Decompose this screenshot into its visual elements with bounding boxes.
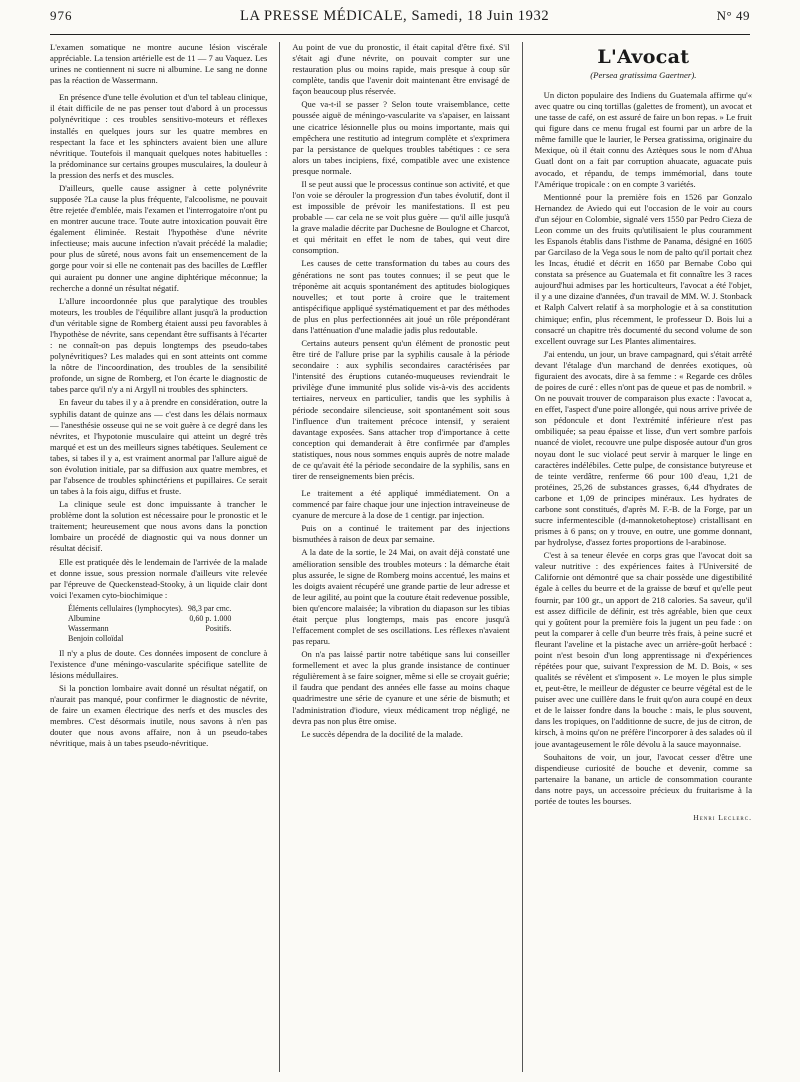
journal-title: LA PRESSE MÉDICALE, Samedi, 18 Juin 1932 <box>239 8 550 24</box>
article-title: L'Avocat <box>597 46 690 68</box>
lab-value: 0,60 p. 1.000 <box>189 613 232 623</box>
paragraph: On n'a pas laissé partir notre tabétique sans lui conseiller formellement et avec la plus grande insistance de continuer régulièrement à se faire soigner, même si elle se croyait guérie; il faudra que pendant des années elle fasse au moins chaque quadrimestre une série de cyanure et une série de bismuth; et l'administration d'iodure, vieux médicament trop négligé, ne devra pas non plus être omise. <box>292 649 510 726</box>
paragraph: Il se peut aussi que le processus continue son activité, et que l'on voie se dérouler la progression d'un tabes évolutif, dont il est impossible de prévoir les manifestations. Il est peu probable — car cela ne se voit plus guère — qu'il aille jusqu'à la grave maladie décrite par Duchesne de Boulogne et Charcot, et qui méritait en effet le nom de tabes, qui veut dire consomption. <box>292 178 510 256</box>
paragraph: Les causes de cette transformation du tabes au cours des générations ne sont pas toutes connues; il se peut que le tréponème ait acquis spontanément des aptitudes biologiques nouvelles; et tout porte à croire que le traitement antispécifique appliqué systématiquement et par des méthodes de plus en plus perfectionnées ait joué un rôle prépondérant dans l'atténuation d'une maladie jadis plus redoutable. <box>292 258 510 335</box>
paragraph: Il n'y a plus de doute. Ces données imposent de conclure à l'existence d'une méningo-vascularite spécifique satellite de lésions médullaires. <box>50 647 268 680</box>
article-subtitle: (Persea gratissima Gaertner). <box>590 70 697 80</box>
column-2 <box>292 42 509 1072</box>
page-number: 976 <box>50 8 73 23</box>
lab-label: Éléments cellulaires (lymphocytes). <box>68 603 183 613</box>
lab-value: 98,3 par cmc. <box>187 603 232 613</box>
paragraph: Au point de vue du pronostic, il était capital d'être fixé. S'il s'était agi d'une névrite, on pouvait compter sur une restauration plus ou moins rapide, mais presque à coup sûr complète, tandis que l'avenir doit maintenant être envisagé de façon beaucoup plus réservée. <box>292 42 510 97</box>
lab-label: Albumine <box>68 613 100 623</box>
paragraph: En présence d'une telle évolution et d'un tel tableau clinique, il était difficile de ne pas penser tout d'abord à un processus polynévritique : ces troubles sensitivo-moteurs et réflexes installés en quelques jours sur les quatre membres en respectant la face et les sphincters avaient bien une allure névritique. Toutefois il manquait quelques notes habituelles : la prédominance sur certains groupes musculaires, la douleur à la pression des nerfs et des muscles. <box>50 92 268 180</box>
paragraph: L'examen somatique ne montre aucune lésion viscérale appréciable. La tension artérielle est de 11 — 7 au Vaquez. Les urines ne contiennent ni sucre ni albumine. Le sang ne donne pas la réaction de Wassermann. <box>50 42 268 86</box>
table-row <box>68 614 236 624</box>
column-divider <box>522 42 523 1072</box>
column-3 <box>535 42 752 1072</box>
paragraph: Certains auteurs pensent qu'un élément de pronostic peut être tiré de l'allure prise par la syphilis causale à la période secondaire : aux syphilis secondaires caractérisées par l'intensité des éruptions cutanéo-muqueuses reviendrait le privilège d'une immunité plus solide vis-à-vis des accidents tertiaires, nerveux en particulier, tandis que les syphilis à période secondaire silencieuse, soit spontanément soit sous l'influence d'un traitement précoce intensif, y seraient davantage exposées. Sans attacher trop d'importance à cette conception qui demanderait à être confirmée par d'amples statistiques, nous nous sommes enquis auprès de notre malade de ce qu'avait été la période secondaire de la syphilis, sans en tirer de renseignements bien précis. <box>292 338 510 481</box>
paragraph: Que va-t-il se passer ? Selon toute vraisemblance, cette poussée aiguë de méningo-vascularite va s'apaiser, en laissant une cicatrice lésionnelle plus ou moins importante, mais qui empêchera une restitutio ad integrum complète et s'exprimera par la persistance de quelques troubles tabétiques : ce sera alors un tabes incipiens, fixé, compatible avec une existence presque normale. <box>292 99 510 176</box>
author-signature: Henri Leclerc. <box>693 813 753 822</box>
paragraph: En faveur du tabes il y a à prendre en considération, outre la syphilis datant de quinze ans — c'est dans les délais normaux — l'anesthésie osseuse qui ne se voit guère à ce degré dans les névrites, et l'hypotonie musculaire qui atteint un degré très marqué et est un des meilleurs signes tabétiques. Seulement ce tabes, si tabes il y a, est vraiment anormal par l'allure aiguë de son évolution initiale, par sa diffusion aux quatre membres, et par l'absence de troubles sphinctériens et pupillaires. Ce serait un tabes à la fois aigu, diffus et fruste. <box>50 397 268 497</box>
paragraph: Si la ponction lombaire avait donné un résultat négatif, on n'aurait pas manqué, pour confirmer le diagnostic de névrite, de faire un examen électrique des nerfs et des muscles des membres. C'est désormais inutile, nous savons à n'en pas douter que nous avons affaire, non à un pseudo-tabes névritique, mais à un tabes pseudo-névritique. <box>50 683 268 749</box>
paragraph: Puis on a continué le traitement par des injections bismuthées à raison de deux par semaine. <box>292 523 510 545</box>
columns <box>50 42 752 1072</box>
column-1 <box>50 42 267 1072</box>
paragraph: Un dicton populaire des Indiens du Guatemala affirme qu'« avec quatre ou cinq tortillas (galettes de froment), un avocat et une tasse de café, on est assuré de faire un bon repas. » Le fruit qui figure dans ce menu frugal est fourni par un arbre de la même famille que le laurier, le Persea gratissima, originaire du Mexique, où il était connu des Aztèques sous le nom d'Ahua Guatl dont on a fait par corruption ahuacate, aguacate puis avocado, et répandu, de temps immémorial, dans toute l'Amérique tropicale : on en compte 3 variétés. <box>534 90 753 189</box>
paragraph: La clinique seule est donc impuissante à trancher le problème dont la solution est nécessaire pour le pronostic et le traitement; heureusement que nous avons dans la ponction lombaire un procédé de diagnostic qui va nous donner un résultat décisif. <box>50 499 268 554</box>
paragraph: Le succès dépendra de la docilité de la malade. <box>301 728 463 739</box>
paragraph: Elle est pratiquée dès le lendemain de l'arrivée de la malade et donne issue, sous pression normale d'ailleurs vite relevée par l'épreuve de Queckenstead-Stooky, à un liquide clair dont voici l'examen cyto-biochimique : <box>50 556 268 600</box>
lab-results-table <box>68 604 236 644</box>
lab-value: Positifs. <box>205 623 232 633</box>
table-row <box>68 604 236 614</box>
page-header <box>50 8 750 35</box>
paragraph: C'est à sa teneur élevée en corps gras que l'avocat doit sa valeur nutritive : des expériences faites à l'Université de Californie ont démontré que sa chair possède une digestibilité égale à celles du beurre et de la graisse de bœuf et qu'elle peut fournir, par 100 gr., un apport de 218 calories. Sa saveur, qu'il est assez difficile de définir, est très agréable, bien que ceux qui y goûtent pour la première fois la jugent un peu fade : on peut la comparer à celle d'un beurre très frais, à peine sucré et fleurant l'aveline et la pistache avec un arrière-goût herbacé : point n'est besoin d'un long apprentissage ni d'expériences répétées pour que, suivant l'expression de M. D. Bois, « ses qualités se révèlent et s'imposent ». Le moyen le plus simple et, peut-être, le meilleur de déguster ce beurre végétal est de le puiser avec une cuillère dans le fruit qu'on aura coupé en deux et de le laisser fondre dans la bouche : mais, le plus souvent, dans les tropiques, on l'additionne de sucre, de jus de citron, de kirsch, à moins qu'on ne préfère l'incorporer à des salades où il joue avantageusement le rôle dévolu à la sauce mayonnaise. <box>534 550 753 749</box>
lab-label: Wassermann <box>68 623 109 633</box>
paragraph: D'ailleurs, quelle cause assigner à cette polynévrite supposée ?La cause la plus fréquente, l'alcoolisme, ne pouvait être rejetée d'emblée, mais l'examen et l'interrogatoire n'ont pu en montrer aucune trace. Toute autre intoxication pouvait être également éliminée. Restait l'hypothèse d'une névrite infectieuse; mais aucune infection n'avait précédé la maladie; pour plus de sûreté, nous avons fait un ensemencement de la gorge pour voir si elle ne contenait pas des bacilles de Lœffler qui auraient pu donner une angine diphtérique méconnue; la recherche a donné un résultat négatif. <box>50 182 268 293</box>
column-divider <box>279 42 280 1072</box>
issue-number: N° 49 <box>716 8 750 23</box>
paragraph: Souhaitons de voir, un jour, l'avocat cesser d'être une dispendieuse curiosité de bouche et devenir, comme sa partenaire la banane, un article de consommation courante dans notre pays, un accessoire précieux du fruitarisme à la portée de toutes les bourses. <box>534 751 753 806</box>
paragraph: J'ai entendu, un jour, un brave campagnard, qui s'était arrêté devant l'étalage d'un marchand de denrées exotiques, où figuraient des avocats, dire à sa femme : « Regarde ces drôles de poires de curé : elles n'ont pas de queue et pas de nombril. » On ne pouvait trouver de comparaison plus exacte : l'avocat a, en effet, l'aspect d'une poire allongée, qui nous arrive privée de son pédoncule et dont l'extrémité inférieure n'est pas ombiliquée; sa peau épaisse et lisse, d'un vert sombre parfois nuancé de violet, recouvre une pulpe disposée autour d'un gros noyau dont le suc violacé peut servir à marquer le linge en caractères indélébiles. Cette pulpe, de consistance butyreuse et de teinte verdâtre, renferme 66 pour 100 d'eau, 1,21 de protéines, 25,26 de substances grasses, 6,44 d'hydrates de carbone et 1,09 de principes minéraux. Les hydrates de carbone sont constitués, d'après M. F.-B. de la Forge, par un sucre infermentescible (d-mannoketoheptose) cristallisant en prismes à 6 pans; on y trouve, en outre, une gomme donnant, par hydrolyse, d'assez fortes proportions de l-arabinose. <box>534 348 753 548</box>
paragraph: A la date de la sortie, le 24 Mai, on avait déjà constaté une amélioration sensible des troubles moteurs : la démarche était plus assurée, le signe de Romberg moins accentué, les mains et les doigts avaient récupéré une grande partie de leur adresse et de leur agilité, au point que la couture était redevenue possible, bien qu'encore malaisée; la vibration du diapason sur les tibias était perçue plus longtemps, mais pas encore jusqu'à l'effacement complet de ses oscillations. Les réflexes n'avaient pas reparu. <box>292 547 510 647</box>
paragraph: Mentionné pour la première fois en 1526 par Gonzalo Hernandez de Aviedo qui eut l'occasion de le voir au cours d'un séjour en Colombie, signalé vers 1550 par Pedro Cieza de Leon comme un des fruits qu'utilisaient le plus couramment les Espanols établis dans l'isthme de Panama, désigné en 1605 par Garcilaso de la Vega sous le nom de palto qu'il portait chez les Incas, étudié et décrit en 1650 par Bernabe Cobo qui constata sa présence au Guatemala et fit connaître les 3 races aujourd'hui admises par les horticulteurs, l'avocat a été l'objet, il y a une dizaine d'années, d'un travail de MM. W. J. Stonback et Ralph Calvert relatif à sa morphologie et à sa constitution chimique; enfin, plus récemment, le professeur D. Bois lui a consacré un chapitre très documenté du second volume de son excellent ouvrage sur Les Plantes alimentaires. <box>534 191 753 346</box>
paragraph: Le traitement a été appliqué immédiatement. On a commencé par faire chaque jour une injection intraveineuse de cyanure de mercure à la dose de 1 centigr. par injection. <box>292 488 510 521</box>
lab-label: Benjoin colloïdal <box>68 633 124 643</box>
paragraph: L'allure incoordonnée plus que paralytique des troubles moteurs, les troubles de l'équilibre allant jusqu'à la production d'un véritable signe de Romberg étaient aussi peu favorables à l'hypothèse de névrite, sans cependant être suffisants à l'écarter : ne connaît-on pas depuis longtemps des pseudo-tabes polynévritiques? Les malades qui en sont atteints ont comme la nôtre de l'incoordination, des troubles de la sensibilité profonde, un signe de Romberg, et l'on écarte le diagnostic de tabes parce qu'il n'y a ni Argyll ni troubles des sphincters. <box>50 295 268 395</box>
table-row <box>68 624 236 634</box>
